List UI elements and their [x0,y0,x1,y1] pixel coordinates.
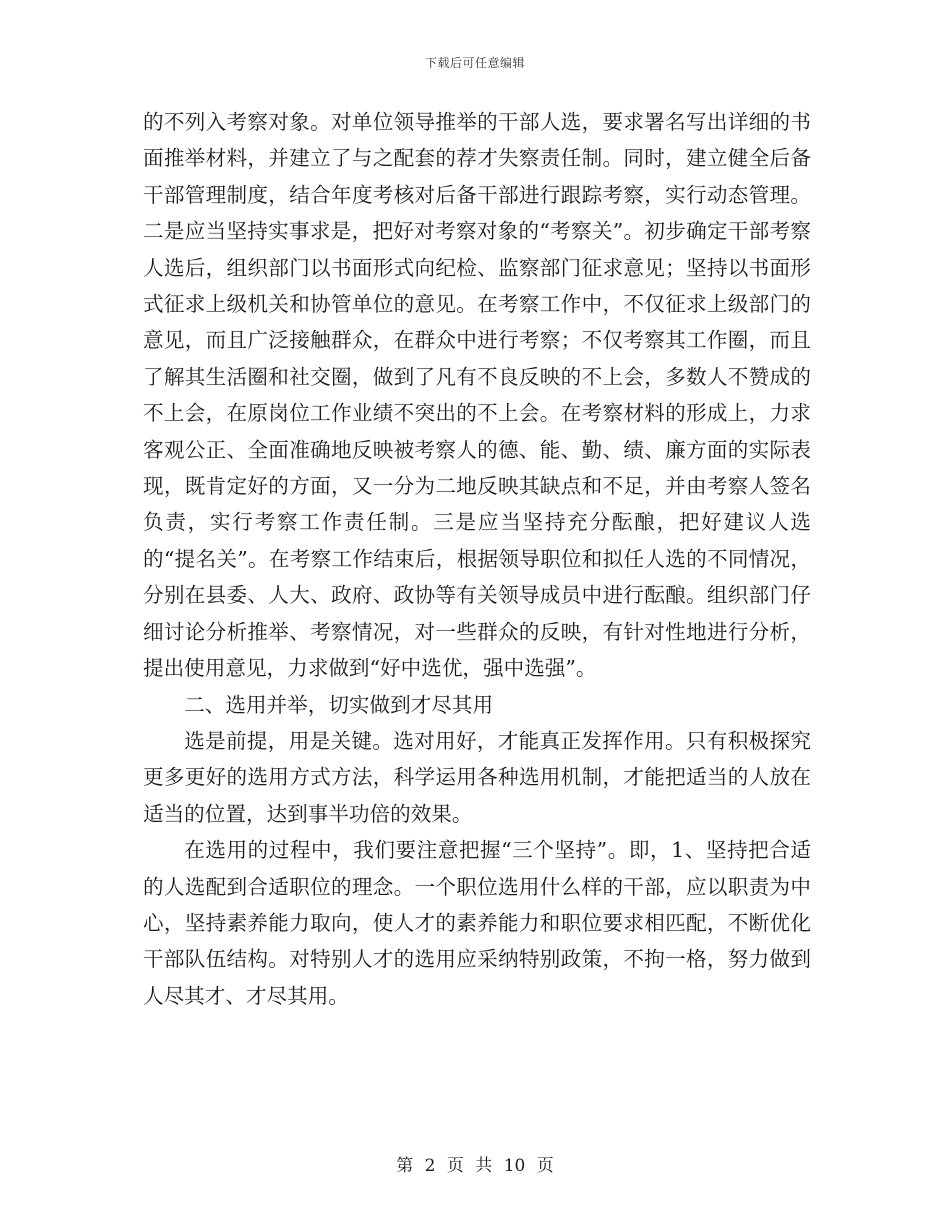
paragraph-continuation: 的不列入考察对象。对单位领导推举的干部人选，要求署名写出详细的书面推举材料，并建立了与之配套的荐才失察责任制。同时，建立健全后备干部管理制度，结合年度考核对后备干部进行跟踪考察，实行动态管理。二是应当坚持实事求是，把好对考察对象的“考察关”。初步确定干部考察人选后，组织部门以书面形式向纪检、监察部门征求意见；坚持以书面形式征求上级机关和协管单位的意见。在考察工作中，不仅征求上级部门的意见，而且广泛接触群众，在群众中进行考察；不仅考察其工作圈，而且了解其生活圈和社交圈，做到了凡有不良反映的不上会，多数人不赞成的不上会，在原岗位工作业绩不突出的不上会。在考察材料的形成上，力求客观公正、全面准确地反映被考察人的德、能、勤、绩、廉方面的实际表现，既肯定好的方面，又一分为二地反映其缺点和不足，并由考察人签名负责，实行考察工作责任制。三是应当坚持充分酝酿，把好建议人选的“提名关”。在考察工作结束后，根据领导职位和拟任人选的不同情况，分别在县委、人大、政府、政协等有关领导成员中进行酝酿。组织部门仔细讨论分析推举、考察情况，对一些群众的反映，有针对性地进行分析，提出使用意见，力求做到“好中选优，强中选强”。 [143,110,811,681]
document-body [143,104,811,1014]
paragraph: 选是前提，用是关键。选对用好，才能真正发挥作用。只有积极探究更多更好的选用方式方法，科学运用各种选用机制，才能把适当的人放在适当的位置，达到事半功倍的效果。 [143,728,811,826]
paragraph: 在选用的过程中，我们要注意把握“三个坚持”。即，1、坚持把合适的人选配到合适职位的理念。一个职位选用什么样的干部，应以职责为中心，坚持素养能力取向，使人才的素养能力和职位要求相匹配，不断优化干部队伍结构。对特别人才的选用应采纳特别政策，不拘一格，努力做到人尽其才、才尽其用。 [143,838,811,1008]
page-number: 第 2 页 共 10 页 [396,1156,554,1176]
page-header: 下载后可任意编辑 [424,56,525,70]
section-heading: 二、选用并举，切实做到才尽其用 [184,692,494,717]
